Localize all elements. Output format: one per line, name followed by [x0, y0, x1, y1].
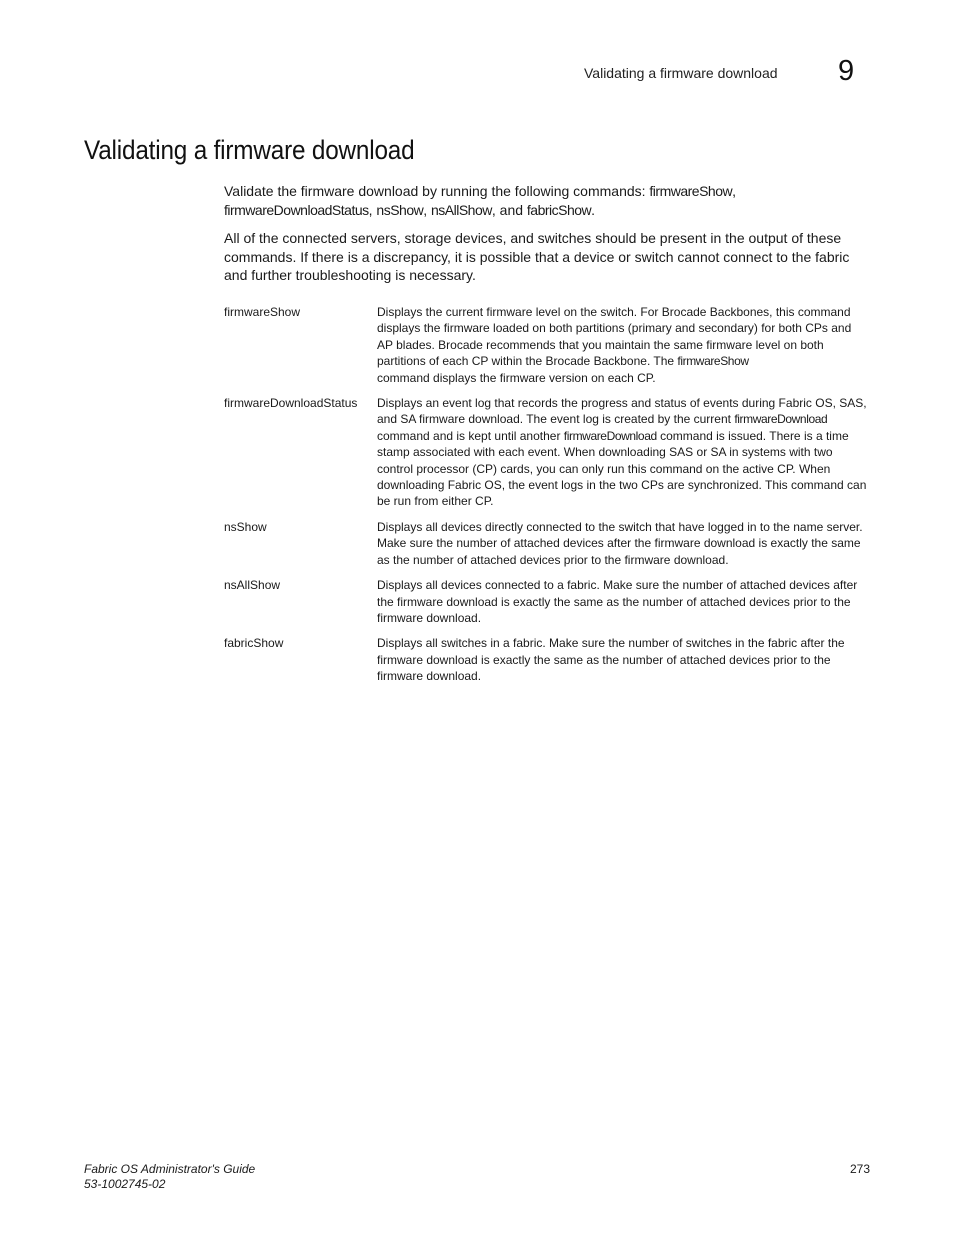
definition-row	[224, 304, 869, 386]
definition-row	[224, 577, 869, 626]
definition-term: nsAllShow	[224, 578, 281, 593]
running-header-title: Validating a firmware download	[584, 65, 778, 81]
description-text: command displays the firmware version on each CP.	[377, 370, 656, 385]
definition-term: firmwareShow	[224, 305, 301, 319]
separator: ,	[732, 183, 737, 199]
definition-description: Displays all devices directly connected to the switch that have logged in to the name server. Make sure the number of attached devices after the firmware download is exactly the same as the number of attached devices prior to the firmware download.	[377, 519, 863, 567]
inline-command: firmwareShow	[677, 354, 749, 369]
description-text: Displays the current firmware level on the switch. For Brocade Backbones, this command displays the firmware loaded on both partitions (primary and secondary) for both CPs and AP blades. Brocade recommends that you maintain the same firmware level on both partitions of each CP within the Brocade Backbone. The	[377, 305, 852, 369]
separator: ,	[423, 201, 431, 218]
command-fabricshow: fabricShow	[526, 201, 592, 218]
footer-doc-number: 53-1002745-02	[84, 1177, 166, 1191]
command-firmwareshow: firmwareShow	[649, 183, 733, 199]
definition-description	[377, 304, 867, 386]
intro-paragraph	[224, 182, 874, 219]
inline-command: firmwareDownload	[563, 428, 657, 443]
page-title: Validating a firmware download	[84, 135, 415, 165]
description-text: Displays an event log that records the progress and status of events during Fabric OS, SAS, and SA firmware download. The event log is created by the current	[377, 396, 867, 427]
command-firmwaredownloadstatus: firmwareDownloadStatus	[224, 201, 369, 218]
footer-guide-info	[84, 1162, 255, 1192]
separator: .	[591, 201, 596, 218]
definition-description: Displays all switches in a fabric. Make sure the number of switches in the fabric after the firmware download is exactly the same as the number of attached devices prior to the firmware download.	[377, 636, 845, 684]
definition-row	[224, 635, 869, 684]
command-nsshow: nsShow	[376, 201, 424, 218]
footer-guide-title: Fabric OS Administrator's Guide	[84, 1162, 256, 1176]
description-text: command and is kept until another	[377, 428, 564, 443]
separator: , and	[491, 201, 527, 218]
separator: ,	[368, 201, 377, 218]
definition-row	[224, 395, 869, 510]
inline-command: firmwareDownload	[734, 412, 828, 427]
command-nsallshow: nsAllShow	[431, 201, 492, 218]
intro-text: Validate the firmware download by running the following commands:	[224, 183, 650, 199]
definition-row	[224, 519, 869, 568]
definition-term: fabricShow	[224, 636, 284, 651]
definition-term: nsShow	[224, 519, 267, 534]
command-definition-list	[224, 304, 869, 694]
discrepancy-paragraph: All of the connected servers, storage devices, and switches should be present in the output of these commands. If there is a discrepancy, it is possible that a device or switch cannot connect to the fabric and further troubleshooting is necessary.	[224, 230, 850, 283]
description-text: command is issued. There is a time stamp associated with each event. When downloading SAS or SA in systems with two control processor (CP) cards, you can only run this command on the active CP. When downloading Fabric OS, the event logs in the two CPs are synchronized. This command can be run from either CP.	[377, 428, 867, 509]
definition-description	[377, 395, 867, 510]
definition-description: Displays all devices connected to a fabric. Make sure the number of attached devices after the firmware download is exactly the same as the number of attached devices prior to the firmware download.	[377, 578, 858, 625]
definition-term: firmwareDownloadStatus	[224, 396, 358, 411]
page-number: 273	[849, 1162, 870, 1176]
chapter-number: 9	[838, 55, 855, 87]
